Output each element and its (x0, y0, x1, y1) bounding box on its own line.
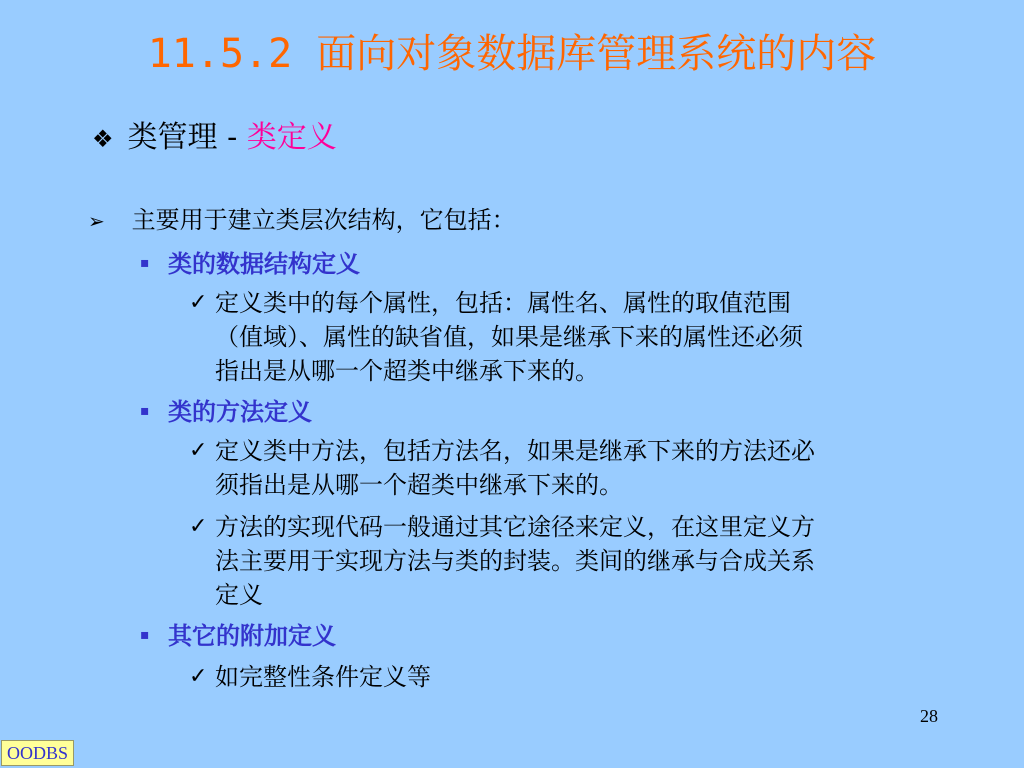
check-icon: ✓ (189, 290, 208, 315)
intro-text: 主要用于建立类层次结构，它包括： (131, 206, 516, 234)
check-item-line: 方法的实现代码一般通过其它途径来定义，在这里定义方 (215, 513, 815, 541)
check-icon: ✓ (189, 664, 208, 689)
heading-prefix: 类管理 - (127, 120, 247, 155)
check-item (189, 660, 930, 694)
check-icon: ✓ (189, 438, 208, 463)
section-label-text: 其它的附加定义 (168, 621, 336, 650)
check-item-line: 法主要用于实现方法与类的封装。类间的继承与合成关系 (215, 547, 815, 575)
section-label-text: 类的数据结构定义 (168, 249, 360, 278)
square-bullet-icon: ▪ (140, 402, 150, 419)
footer-tag: OODBS (1, 740, 74, 766)
diamond-bullet-icon: ❖ (92, 125, 114, 153)
check-item-line: 须指出是从哪一个超类中继承下来的。 (215, 471, 623, 499)
arrow-bullet-icon: ➢ (88, 209, 105, 233)
section-label-text: 类的方法定义 (168, 397, 312, 426)
square-bullet-icon: ▪ (140, 254, 150, 271)
check-icon: ✓ (189, 514, 208, 539)
check-item (189, 510, 930, 612)
section-label (140, 618, 336, 656)
check-item-line: 指出是从哪一个超类中继承下来的。 (215, 357, 599, 385)
check-item-line: 定义类中的每个属性，包括：属性名、属性的取值范围 (215, 289, 791, 317)
heading-bullet-line (92, 116, 337, 161)
check-item-line: （值域）、属性的缺省值，如果是继承下来的属性还必须 (215, 323, 803, 351)
heading-highlight: 类定义 (246, 120, 337, 155)
intro-line (88, 202, 516, 239)
section-label (140, 394, 312, 432)
check-item-line: 定义 (215, 581, 263, 609)
square-bullet-icon: ▪ (140, 626, 150, 643)
section-label (140, 246, 360, 284)
page-number: 28 (920, 706, 938, 726)
check-item-line: 定义类中方法，包括方法名，如果是继承下来的方法还必 (215, 437, 815, 465)
slide-title: 11.5.2 面向对象数据库管理系统的内容 (147, 31, 877, 77)
check-item-line: 如完整性条件定义等 (215, 663, 431, 691)
check-item (189, 286, 930, 388)
check-item (189, 434, 930, 502)
